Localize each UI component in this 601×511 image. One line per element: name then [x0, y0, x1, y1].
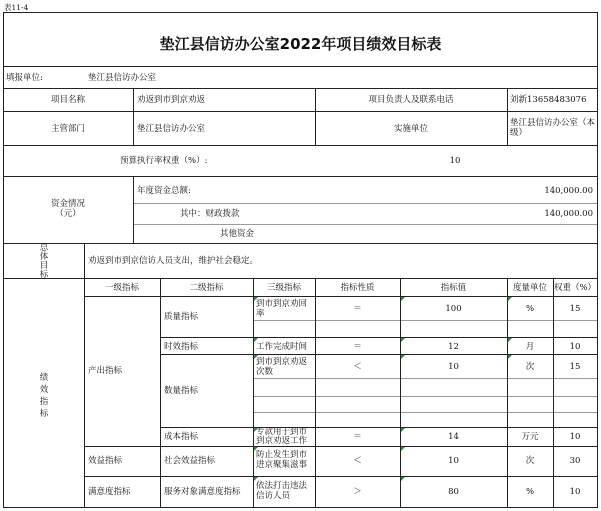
social-unit: 次	[525, 456, 535, 466]
level2-quality: 质量指标	[164, 312, 199, 322]
header-level3: 三级指标	[266, 283, 301, 293]
service-unit: %	[525, 487, 535, 497]
time-value: 12	[448, 342, 459, 352]
funds-other-label: 其他资金	[220, 229, 255, 239]
level2-social: 社会效益指标	[164, 456, 216, 466]
quality-level3: 到市到京劝回率	[256, 299, 308, 319]
cell-marker-icon	[401, 297, 405, 301]
project-contact-label: 项目负责人及联系电话	[368, 95, 454, 105]
cell-marker-icon	[508, 355, 512, 359]
grid-line	[3, 12, 4, 508]
grid-line	[84, 243, 85, 278]
grid-line	[253, 378, 598, 379]
grid-line	[253, 278, 254, 508]
cell-marker-icon	[401, 338, 405, 342]
service-level3: 依法打击违法信访人员	[256, 481, 308, 501]
service-value: 80	[448, 487, 459, 497]
cost-level3: 专款用于到市到京劝返工作	[256, 428, 308, 446]
grid-line	[3, 278, 598, 279]
social-level3: 防止发生到市进京聚集滋事	[256, 450, 308, 470]
service-nature: ＞	[353, 487, 362, 497]
time-weight: 10	[569, 342, 581, 352]
service-weight: 10	[569, 487, 581, 497]
quality-value: 100	[445, 304, 462, 314]
cell-marker-icon	[254, 338, 258, 342]
cost-unit: 万元	[521, 432, 539, 442]
grid-line	[3, 243, 598, 244]
grid-line	[253, 412, 598, 413]
quantity-weight: 15	[569, 362, 581, 372]
project-name-label: 项目名称	[50, 95, 85, 105]
reporting-unit-value: 垫江县信访办公室	[88, 73, 157, 83]
funds-fiscal-value: 140,000.00	[544, 209, 593, 219]
level1-satisfaction: 满意度指标	[88, 487, 131, 497]
impl-unit-value: 垫江县信访办公室（本级）	[510, 118, 596, 138]
grid-line	[253, 396, 598, 397]
quantity-level3: 到市到京劝返次数	[256, 357, 308, 377]
funds-total-label: 年度资金总额:	[137, 186, 191, 196]
header-nature: 指标性质	[340, 283, 375, 293]
grid-line	[160, 427, 598, 428]
grid-line	[3, 176, 598, 177]
project-name-value: 劝返到市到京劝返	[137, 95, 206, 105]
grid-line	[84, 296, 598, 297]
cost-value: 14	[448, 432, 459, 442]
cost-nature: ＝	[353, 432, 362, 442]
cell-marker-icon	[254, 428, 258, 432]
grid-line	[3, 507, 598, 508]
quality-nature: ＝	[353, 304, 362, 314]
cost-weight: 10	[569, 432, 581, 442]
social-weight: 30	[569, 456, 581, 466]
funds-label: 资金情况 （元）	[50, 199, 85, 219]
grid-line	[507, 88, 508, 145]
goal-label: 总体目标	[39, 244, 49, 278]
cell-marker-icon	[401, 428, 405, 432]
header-value: 指标值	[440, 283, 467, 293]
grid-line	[133, 224, 598, 225]
grid-line	[133, 176, 134, 243]
department-value: 垫江县信访办公室	[137, 124, 206, 134]
grid-line	[133, 88, 134, 145]
grid-line	[160, 337, 598, 338]
cell-marker-icon	[508, 338, 512, 342]
quality-unit: %	[525, 304, 535, 314]
grid-line	[3, 145, 598, 146]
level1-benefit: 效益指标	[88, 456, 123, 466]
grid-line	[160, 354, 598, 355]
time-nature: ＝	[353, 342, 362, 352]
project-contact-value: 刘新13658483076	[510, 95, 587, 105]
grid-line	[597, 12, 598, 508]
level2-cost: 成本指标	[164, 432, 199, 442]
cell-marker-icon	[254, 477, 258, 481]
header-level2: 二级指标	[189, 283, 224, 293]
time-level3: 工作完成时间	[256, 342, 308, 352]
level1-output: 产出指标	[88, 366, 123, 376]
quantity-unit: 次	[525, 362, 535, 372]
header-level1: 一级指标	[104, 283, 139, 293]
budget-weight-value: 10	[449, 156, 461, 166]
funds-total-value: 140,000.00	[544, 186, 593, 196]
quantity-nature: ＜	[353, 362, 362, 372]
table-number: 表11-4	[4, 3, 29, 12]
cell-marker-icon	[401, 477, 405, 481]
grid-line	[3, 111, 598, 112]
department-label: 主管部门	[50, 124, 85, 134]
reporting-unit-label: 填报单位:	[6, 73, 43, 83]
time-unit: 月	[525, 342, 535, 352]
cell-marker-icon	[508, 297, 512, 301]
social-nature: ＜	[353, 456, 362, 466]
header-weight: 权重（%）	[553, 283, 597, 293]
cell-marker-icon	[254, 447, 258, 451]
level2-time: 时效指标	[164, 342, 199, 352]
grid-line	[84, 278, 85, 508]
grid-line	[160, 278, 161, 508]
cell-marker-icon	[401, 447, 405, 451]
cell-marker-icon	[254, 297, 258, 301]
cell-marker-icon	[401, 355, 405, 359]
indicators-side-label: 绩效指标	[39, 373, 49, 419]
impl-unit-label: 实施单位	[393, 124, 428, 134]
grid-line	[84, 446, 598, 447]
goal-text: 劝返到市到京信访人员支出，维护社会稳定。	[88, 256, 259, 266]
quality-weight: 15	[569, 304, 581, 314]
header-unit: 度量单位	[512, 283, 547, 293]
grid-line	[3, 88, 598, 89]
grid-line	[3, 12, 598, 13]
grid-line	[3, 66, 598, 67]
funds-fiscal-label: 其中：财政拨款	[180, 209, 240, 219]
grid-line	[84, 476, 598, 477]
grid-line	[133, 203, 598, 204]
social-value: 10	[448, 456, 459, 466]
cell-marker-icon	[254, 355, 258, 359]
budget-weight-label: 预算执行率权重（%）:	[120, 156, 208, 166]
level2-service: 服务对象满意度指标	[164, 487, 241, 497]
level2-quantity: 数量指标	[164, 386, 199, 396]
page-title: 垫江县信访办公室2022年项目绩效目标表	[159, 35, 442, 53]
quantity-value: 10	[448, 362, 459, 372]
grid-line	[253, 320, 598, 321]
